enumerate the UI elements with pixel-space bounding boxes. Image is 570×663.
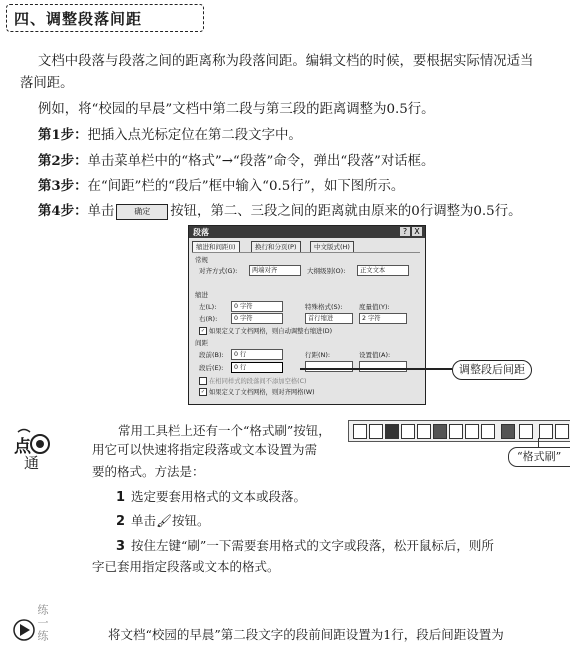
spacing-section-label: 间距 [195,339,208,347]
item-number: 1 [116,490,126,505]
format-painter-icon [555,424,569,439]
step-2 [38,150,434,169]
tip-badge-bottom: 通 [24,454,40,472]
measure-field[interactable]: 2 字符 [359,313,407,324]
step-label: 第4步： [38,203,88,219]
spelling-icon [465,424,479,439]
tip-line-1: 常用工具栏上还有一个“格式刷”按钮， [118,423,331,438]
same-style-checkbox[interactable] [199,376,306,385]
special-format-label: 特殊格式(S): [305,303,343,311]
paragraph-dialog [188,225,426,405]
copy-icon [519,424,533,439]
step-text: 在“间距”栏的“段后”框中输入“0.5行”，如下图所示。 [87,179,405,194]
format-painter-icon: 🖌 [156,513,172,528]
callout-adjust-after-spacing: 调整段后间距 [452,360,532,380]
outline-level-label: 大纲级别(O): [307,267,346,275]
spacing-after-field[interactable]: 0 行 [231,362,283,373]
step-label: 第3步： [38,178,88,194]
general-section-label: 常规 [195,256,208,264]
email-icon [417,424,431,439]
spacing-after-label: 段后(E): [199,364,224,372]
auto-right-indent-label: 如果定义了文档网格，则自动调整右缩进(D) [209,328,333,335]
step-text: 单击菜单栏中的“格式”→“段落”命令，弹出“段落”对话框。 [87,154,435,169]
item-number: 2 [116,514,126,529]
tab-indent-spacing[interactable]: 缩进和间距(I) [192,241,240,252]
auto-right-indent-checkbox[interactable]: ✓ 如果定义了文档网格，则自动调整右缩进(D) [200,328,333,335]
section-title: 四、调整段落间距 [14,10,143,28]
new-document-icon [353,424,367,439]
alignment-label: 对齐方式(G): [199,267,238,275]
left-indent-label: 左(L): [199,303,217,311]
tab-asian-typography[interactable]: 中文版式(H) [310,241,354,252]
right-indent-field[interactable]: 0 字符 [231,313,283,324]
dialog-titlebar [189,226,425,238]
tab-divider [192,252,420,253]
step-label: 第1步： [38,127,88,143]
setting-value-field[interactable] [359,361,407,372]
item-text-before: 单击 [131,513,157,528]
tip-line-3: 要的格式。方法是： [92,464,205,479]
practice-text: 将文档“校园的早晨”第二段文字的段前间距设置为1行，段后间距设置为 [108,627,504,642]
same-style-label: 在相同样式的段落间不添加空格(C) [209,378,307,385]
outline-level-select[interactable]: 正文文本 [357,265,409,276]
paste-icon [539,424,553,439]
spacing-before-field[interactable]: 0 行 [231,349,283,360]
item-text-after: 按钮。 [171,513,210,528]
format-painter-callout: “格式刷” [508,447,570,467]
snap-to-grid-label: 如果定义了文档网格，则对齐网格(W) [209,389,315,396]
tip-item-2 [116,511,209,529]
left-indent-field[interactable]: 0 字符 [231,301,283,312]
special-format-select[interactable]: 首行缩进 [305,313,353,324]
cut-icon [501,424,515,439]
item-number: 3 [116,539,126,554]
standard-toolbar [348,420,570,442]
step-1 [38,124,302,143]
setting-value-label: 设置值(A): [359,351,391,359]
close-icon[interactable]: X [412,227,422,236]
step-label: 第2步： [38,153,88,169]
dialog-title: 段落 [193,228,209,237]
permission-icon [401,424,415,439]
paragraph-1-line-2: 落间距。 [20,76,74,91]
step-text-before: 单击 [87,204,115,219]
right-indent-label: 右(R): [199,315,218,323]
tip-line-2: 用它可以快速将指定段落或文本设置为需 [92,442,318,457]
step-text: 把插入点光标定位在第二段文字中。 [87,128,302,143]
practice-badge-label: 练一练 [36,604,49,643]
measure-label: 度量值(Y): [359,303,390,311]
tip-item-3-continued: 字已套用指定段落或文本的格式。 [92,559,280,574]
open-folder-icon [369,424,383,439]
tip-badge-top: 点 [14,437,31,457]
item-text: 按住左键“刷”一下需要套用格式的文字或段落，松开鼠标后，则所 [131,538,494,553]
indent-section-label: 缩进 [195,291,208,299]
help-icon[interactable]: ? [400,227,410,236]
tab-line-page-breaks[interactable]: 换行和分页(P) [251,241,301,252]
step-text-after: 按钮，第二、三段之间的距离就由原来的0行调整为0.5行。 [170,204,522,219]
callout-arrow [300,368,452,370]
tip-item-3 [116,536,494,554]
item-text: 选定要套用格式的文本或段落。 [131,489,307,504]
paragraph-2: 例如，将“校园的早晨”文档中第二段与第三段的距离调整为0.5行。 [38,102,435,117]
print-preview-icon [449,424,463,439]
paragraph-1-line-1: 文档中段落与段落之间的距离称为段落间距。编辑文档的时候，要根据实际情况适当 [38,54,534,69]
alignment-select[interactable]: 两端对齐 [249,265,301,276]
ok-button-image: 确定 [116,204,168,220]
step-4 [38,200,521,220]
line-spacing-label: 行距(N): [305,351,331,359]
save-icon [385,424,399,439]
print-icon [433,424,447,439]
line-spacing-select[interactable] [305,361,353,372]
step-3 [38,175,404,194]
research-icon [481,424,495,439]
tip-item-1 [116,487,306,505]
spacing-before-label: 段前(B): [199,351,224,359]
snap-to-grid-checkbox[interactable]: ✓ 如果定义了文档网格，则对齐网格(W) [200,389,315,396]
